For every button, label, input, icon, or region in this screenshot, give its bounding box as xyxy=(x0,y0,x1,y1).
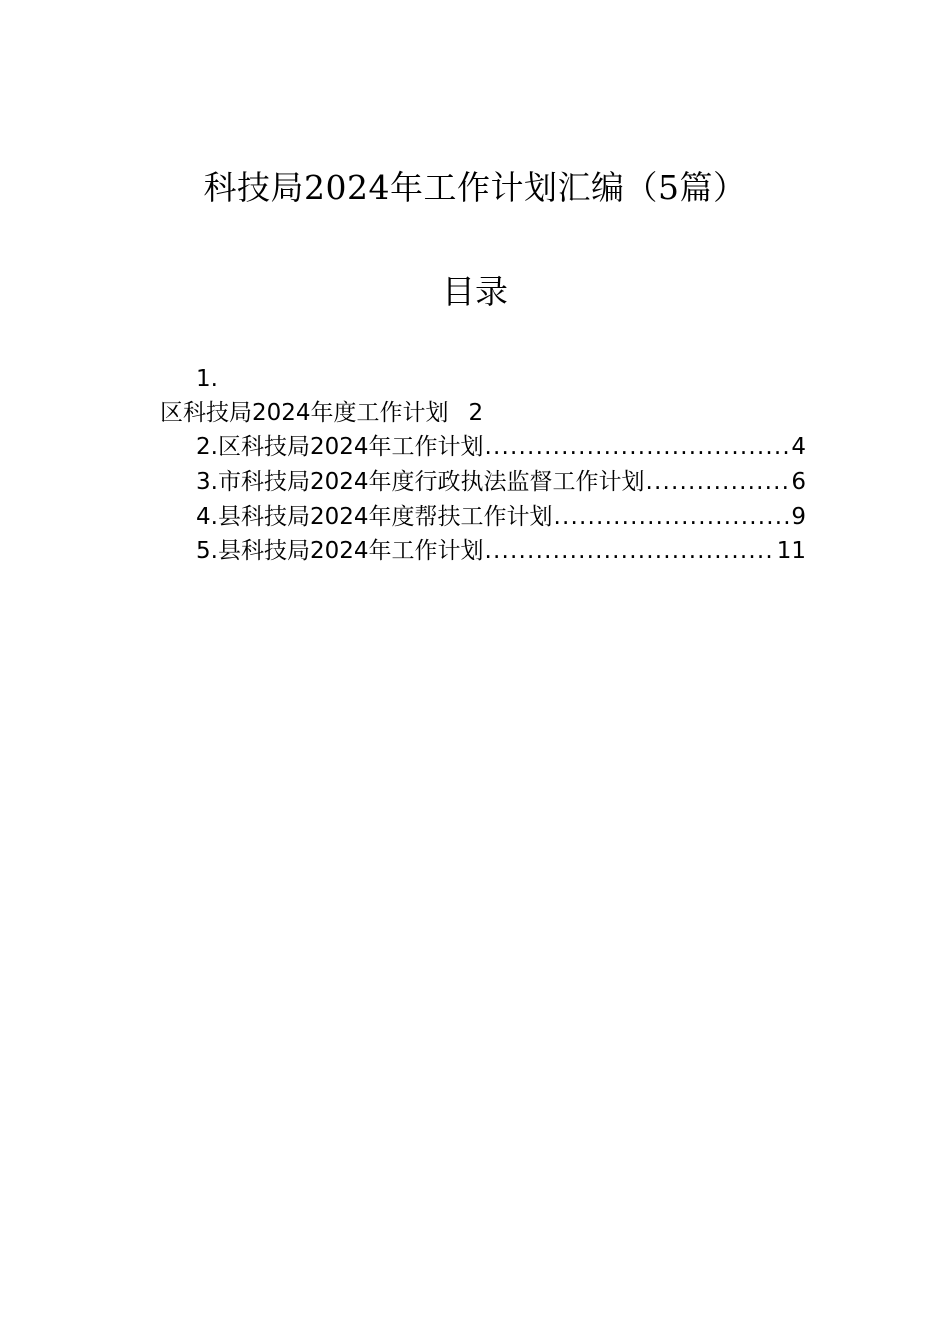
toc-entry-title: 县科技局2024年工作计划 xyxy=(217,538,484,564)
toc-dot-leader xyxy=(485,534,776,568)
toc-entry-number: 4. xyxy=(196,504,218,530)
toc-entry-1-number[interactable]: 1. xyxy=(196,366,218,392)
toc-dot-leader xyxy=(485,430,791,464)
toc-entry-page: 2 xyxy=(468,400,484,426)
toc-entry-2[interactable] xyxy=(196,430,806,464)
toc-heading: 目录 xyxy=(442,272,508,311)
toc-entry-number: 5. xyxy=(196,538,218,564)
toc-entry-3[interactable] xyxy=(196,465,806,499)
toc-entry-title: 区科技局2024年度工作计划 xyxy=(160,400,449,426)
document-title: 科技局2024年工作计划汇编（5篇） xyxy=(203,168,747,207)
toc-dot-leader xyxy=(646,465,791,499)
toc-entry-page: 9 xyxy=(791,504,806,530)
toc-entry-page: 11 xyxy=(776,538,806,564)
toc-dot-leader xyxy=(554,500,791,534)
toc-entry-page: 4 xyxy=(791,434,806,460)
toc-entry-number: 2. xyxy=(196,434,218,460)
toc-entry-number: 3. xyxy=(196,469,218,495)
toc-entry-4[interactable] xyxy=(196,500,806,534)
toc-entry-title: 区科技局2024年工作计划 xyxy=(217,434,484,460)
toc-entry-title: 县科技局2024年度帮扶工作计划 xyxy=(217,504,553,530)
toc-entry-5[interactable] xyxy=(196,534,806,568)
toc-entry-title: 市科技局2024年度行政执法监督工作计划 xyxy=(217,469,645,495)
toc-entry-page: 6 xyxy=(791,469,806,495)
toc-entry-1[interactable] xyxy=(160,396,483,430)
